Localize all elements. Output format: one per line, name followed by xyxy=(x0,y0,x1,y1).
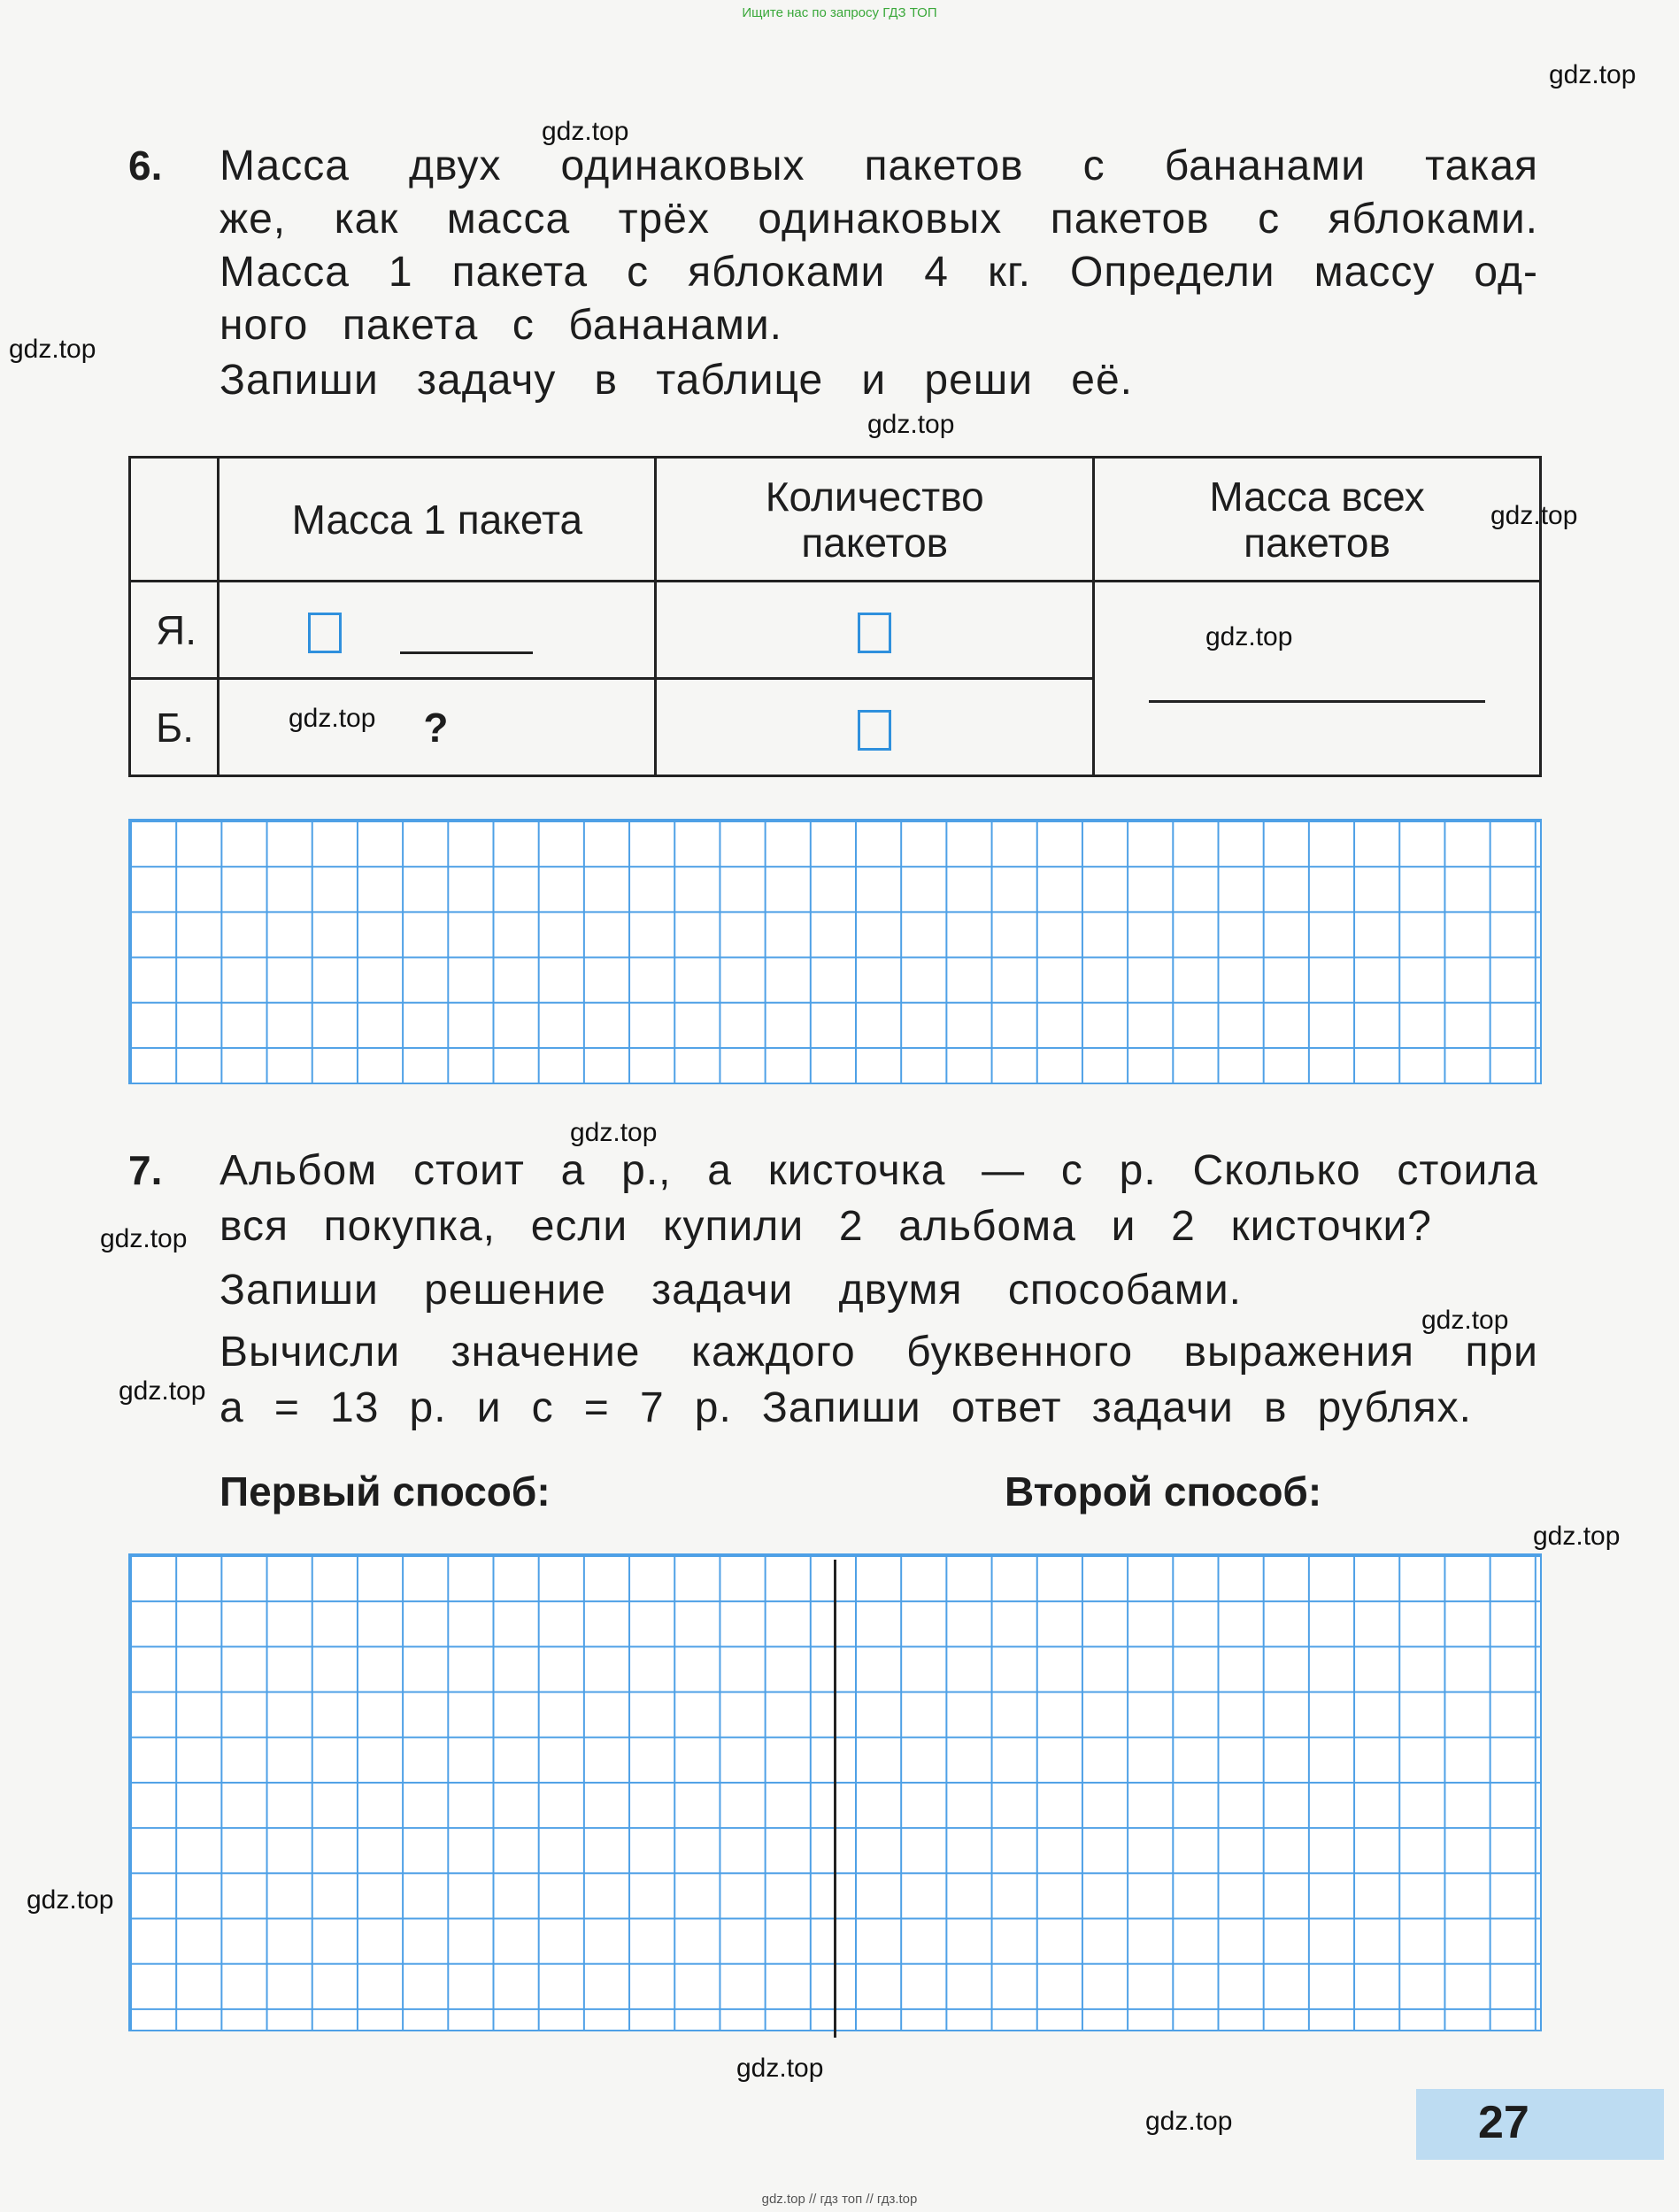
watermark: gdz.top xyxy=(1490,501,1578,530)
task7-line: Запиши решение задачи двумя способами. xyxy=(220,1267,1242,1314)
row-label-apples: Я. xyxy=(130,582,219,679)
answer-box[interactable] xyxy=(308,613,342,653)
unknown-mark: ? xyxy=(219,679,656,776)
table-cell xyxy=(219,582,656,679)
watermark: gdz.top xyxy=(1205,622,1293,651)
watermark: gdz.top xyxy=(1549,60,1637,89)
watermark: gdz.top xyxy=(119,1376,206,1406)
task7-line: Альбом стоит a р., а кисточка — c р. Сколько стоила xyxy=(220,1147,1538,1194)
table-header-cell xyxy=(656,458,1094,582)
answer-box[interactable] xyxy=(858,613,891,653)
table-cell-merged xyxy=(1094,582,1541,776)
task6-line: ного пакета с бананами. xyxy=(220,302,782,349)
answer-line[interactable] xyxy=(400,616,533,654)
watermark: gdz.top xyxy=(9,335,96,364)
watermark: gdz.top xyxy=(289,704,376,733)
table-cell xyxy=(656,679,1094,776)
header-mass-all: Масса всех пакетов xyxy=(1209,473,1425,566)
page-number-box xyxy=(1416,2089,1664,2160)
table-corner-cell xyxy=(130,458,219,582)
answer-line[interactable] xyxy=(1149,665,1485,703)
row-label-bananas: Б. xyxy=(130,679,219,776)
method-one-label: Первый способ: xyxy=(220,1468,551,1514)
table-header-cell xyxy=(219,458,656,582)
bottom-banner: gdz.top // гдз топ // гдз.top xyxy=(761,2192,918,2207)
task7-line: вся покупка, если купили 2 альбома и 2 кисточки? xyxy=(220,1203,1432,1250)
watermark: gdz.top xyxy=(1145,2107,1233,2136)
watermark: gdz.top xyxy=(542,117,629,146)
header-count: Количество пакетов xyxy=(765,473,984,566)
task6-number: 6. xyxy=(128,143,163,189)
answer-box[interactable] xyxy=(858,710,891,751)
task7-number: 7. xyxy=(128,1147,163,1193)
header-mass-one: Масса 1 пакета xyxy=(291,496,583,543)
task6-line: Запиши задачу в таблице и реши её. xyxy=(220,357,1133,404)
watermark: gdz.top xyxy=(570,1118,658,1147)
task7-line: a = 13 р. и c = 7 р. Запиши ответ задачи в рублях. xyxy=(220,1384,1472,1431)
table-cell xyxy=(656,582,1094,679)
task7-line: Вычисли значение каждого буквенного выражения при xyxy=(220,1329,1538,1376)
task6-table xyxy=(128,456,1542,777)
watermark: gdz.top xyxy=(867,410,955,439)
watermark: gdz.top xyxy=(1421,1306,1509,1335)
answer-grid[interactable] xyxy=(128,819,1542,1084)
method-two-label: Второй способ: xyxy=(1005,1468,1322,1514)
watermark: gdz.top xyxy=(27,1885,114,1915)
grid-divider xyxy=(834,1560,836,2038)
watermark: gdz.top xyxy=(736,2054,824,2083)
task6-line: же, как масса трёх одинаковых пакетов с яблоками. xyxy=(220,196,1538,243)
table-header-cell xyxy=(1094,458,1541,582)
page-number: 27 xyxy=(1478,2097,1529,2148)
watermark: gdz.top xyxy=(100,1224,188,1253)
task6-line: Масса 1 пакета с яблоками 4 кг. Определи массу од- xyxy=(220,249,1538,296)
task6-line: Масса двух одинаковых пакетов с бананами такая xyxy=(220,143,1538,189)
watermark: gdz.top xyxy=(1533,1522,1621,1551)
top-banner: Ищите нас по запросу ГДЗ ТОП xyxy=(742,5,937,20)
